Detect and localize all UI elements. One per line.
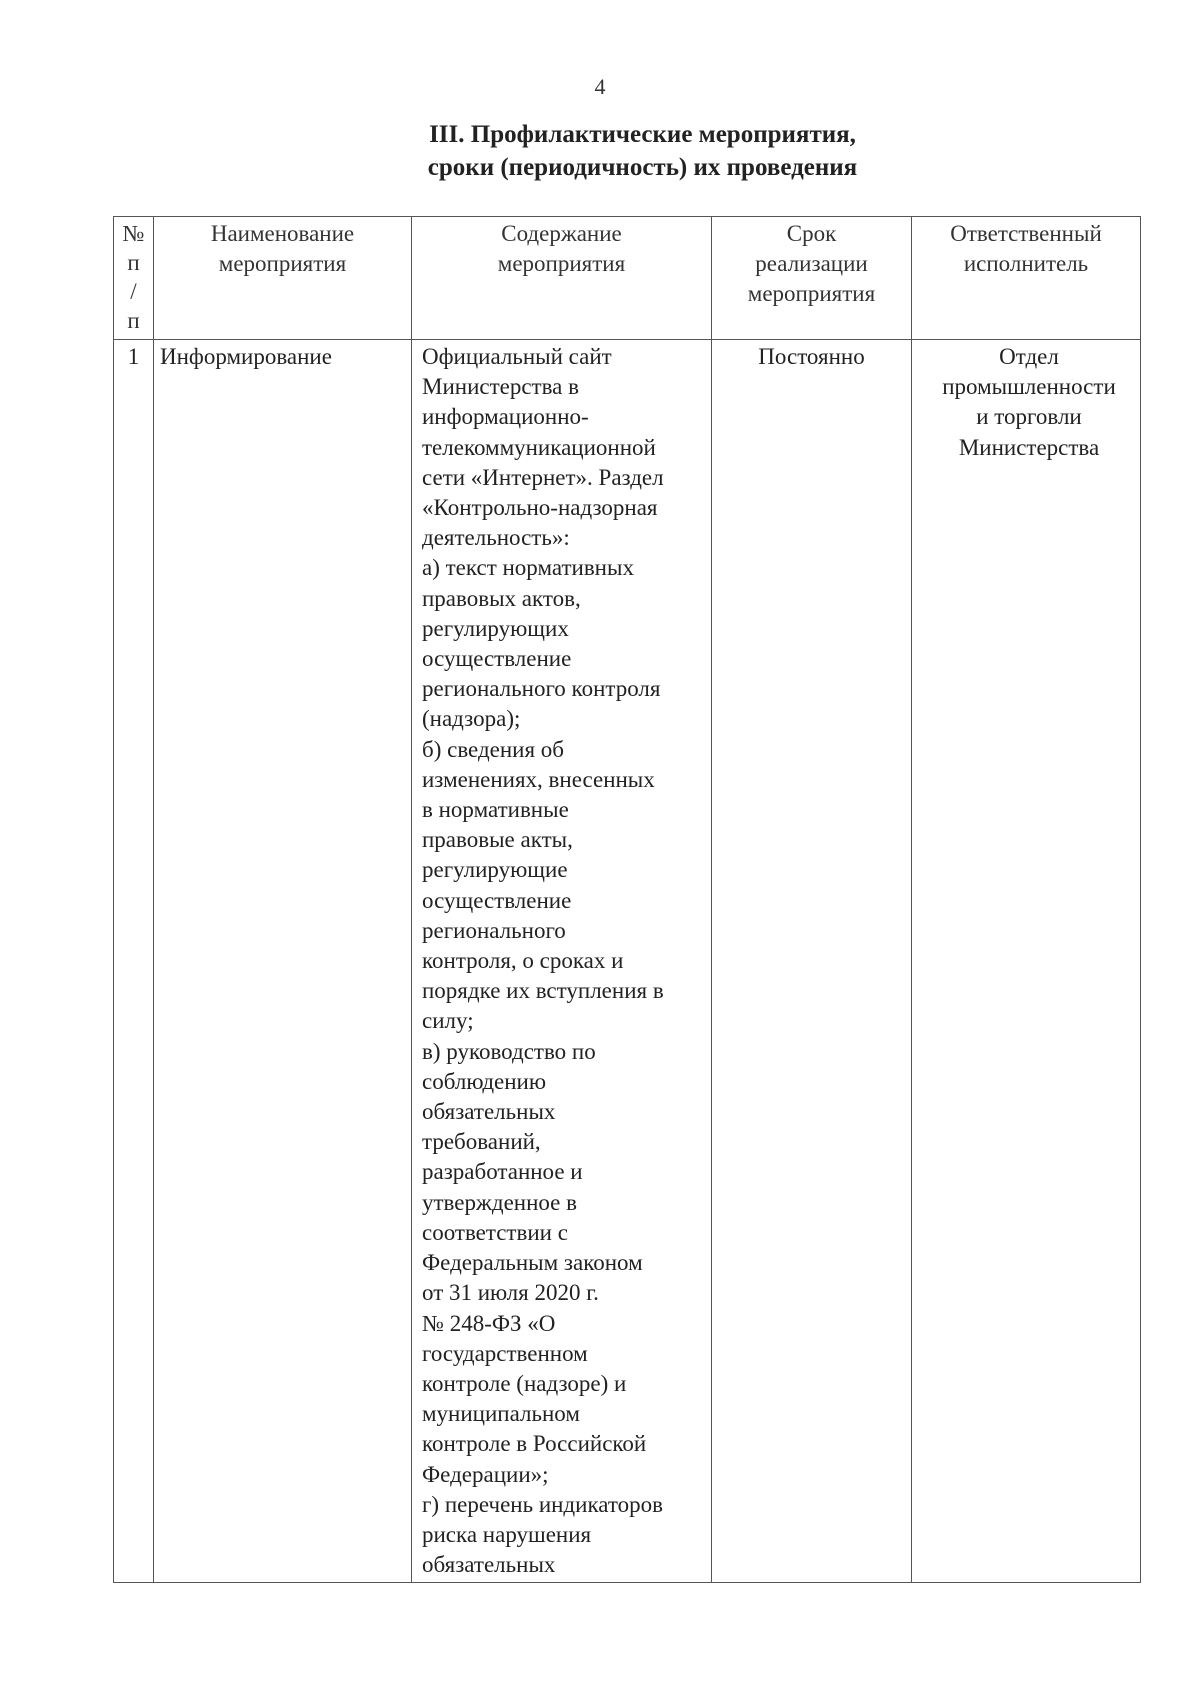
header-responsible: Ответственный исполнитель <box>912 217 1141 340</box>
table-header-row <box>114 217 1141 340</box>
row-term: Постоянно <box>712 340 912 1583</box>
header-content: Содержание мероприятия <box>412 217 712 340</box>
row-number: 1 <box>114 340 154 1583</box>
table-row <box>114 340 1141 1583</box>
header-name: Наименование мероприятия <box>154 217 412 340</box>
row-responsible: Отдел промышленности и торговли Министерства <box>912 340 1141 1583</box>
page-number: 4 <box>594 74 606 99</box>
row-name: Информирование <box>154 340 412 1583</box>
header-term: Срок реализации мероприятия <box>712 217 912 340</box>
section-title: III. Профилактические мероприятия, сроки (периодичность) их проведения <box>427 121 858 181</box>
row-content: Официальный сайт Министерства в информационно- телекоммуникационной сети «Интернет». Раздел «Контрольно-надзорная деятельность»: а) текст нормативных правовых актов, регулирующих осуществление регионального контроля (надзора); б) сведения об изменениях, внесенных в нормативные правовые акты, регулирующие осуществление регионального контроля, о сроках и порядке их вступления в силу; в) руководство по соблюдению обязательных требований, разработанное и утвержденное в соответствии с Федеральным законом от 31 июля 2020 г. № 248-ФЗ «О государственном контроле (надзоре) и муниципальном контроле в Российской Федерации»; г) перечень индикаторов риска нарушения обязательных <box>412 340 712 1583</box>
measures-table <box>113 216 1141 1583</box>
header-number: № п / п <box>114 217 154 340</box>
